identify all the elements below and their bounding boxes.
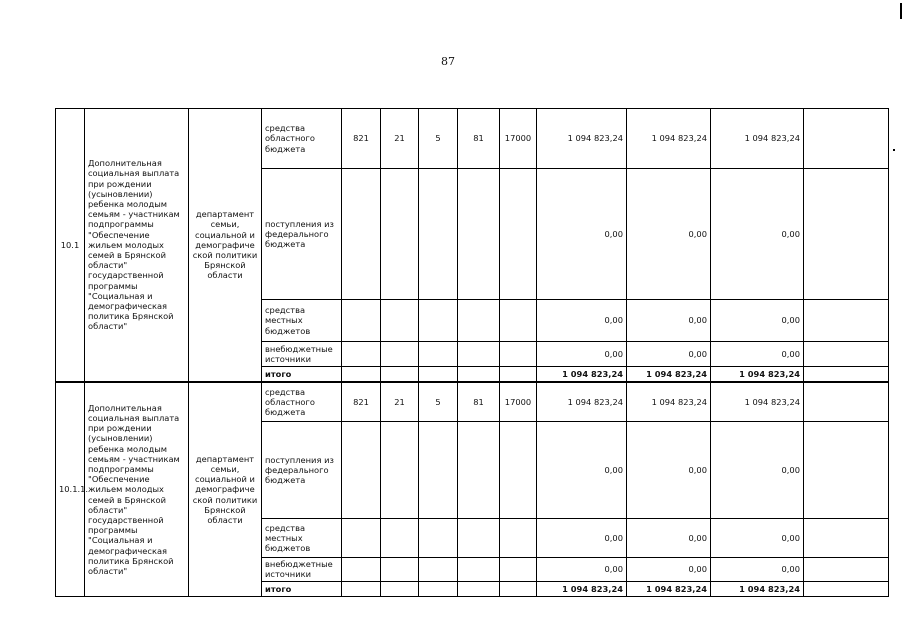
funding-source: средства областного бюджета (262, 382, 342, 422)
amount-cell: 1 094 823,24 (537, 581, 627, 596)
scan-dot (893, 149, 895, 151)
amount-cell: 1 094 823,24 (627, 109, 711, 169)
code-cell (500, 341, 537, 366)
empty-cell (804, 382, 889, 422)
amount-cell: 1 094 823,24 (537, 367, 627, 382)
amount-cell: 0,00 (537, 300, 627, 342)
funding-source: внебюджетные источники (262, 558, 342, 581)
amount-cell: 0,00 (627, 341, 711, 366)
code-cell (458, 341, 500, 366)
code-cell: 81 (458, 382, 500, 422)
empty-cell (804, 367, 889, 382)
funding-source: поступления из федерального бюджета (262, 168, 342, 299)
code-cell (458, 300, 500, 342)
amount-cell: 1 094 823,24 (627, 367, 711, 382)
code-cell (419, 581, 458, 596)
code-cell (381, 168, 419, 299)
code-cell (419, 341, 458, 366)
code-cell (500, 168, 537, 299)
code-cell (419, 300, 458, 342)
amount-cell: 0,00 (711, 300, 804, 342)
code-cell (381, 300, 419, 342)
amount-cell: 0,00 (711, 558, 804, 581)
code-cell (381, 518, 419, 558)
code-cell (342, 341, 381, 366)
amount-cell: 0,00 (537, 168, 627, 299)
funding-source: средства местных бюджетов (262, 518, 342, 558)
section-code: 10.1 (56, 109, 85, 382)
code-cell (381, 341, 419, 366)
code-cell (419, 558, 458, 581)
table-row (56, 109, 889, 169)
amount-cell: 1 094 823,24 (627, 581, 711, 596)
code-cell (419, 367, 458, 382)
section-description: Дополнительная социальная выплата при рождении (усыновлении) ребенка молодым семьям - участникам подпрограммы "Обеспечение жильем молодых семей в Брянской области" государственной программы "Социальная и демографическая политика Брянской области" (85, 109, 189, 382)
amount-cell: 0,00 (627, 518, 711, 558)
code-cell (342, 168, 381, 299)
code-cell: 821 (342, 109, 381, 169)
responsible-department: департамент семьи, социальной и демографиче ской политики Брянской области (189, 109, 262, 382)
code-cell (458, 168, 500, 299)
code-cell (500, 581, 537, 596)
amount-cell: 1 094 823,24 (711, 109, 804, 169)
code-cell: 21 (381, 382, 419, 422)
code-cell: 821 (342, 382, 381, 422)
amount-cell: 1 094 823,24 (711, 581, 804, 596)
empty-cell (804, 518, 889, 558)
amount-cell: 0,00 (627, 300, 711, 342)
code-cell (342, 558, 381, 581)
amount-cell: 1 094 823,24 (537, 109, 627, 169)
amount-cell: 1 094 823,24 (711, 367, 804, 382)
page-number: 87 (441, 55, 455, 68)
code-cell (342, 367, 381, 382)
code-cell (381, 367, 419, 382)
code-cell (419, 168, 458, 299)
funding-source: поступления из федерального бюджета (262, 422, 342, 519)
code-cell: 81 (458, 109, 500, 169)
code-cell (342, 518, 381, 558)
code-cell: 17000 (500, 382, 537, 422)
funding-source: средства областного бюджета (262, 109, 342, 169)
amount-cell: 0,00 (711, 422, 804, 519)
empty-cell (804, 558, 889, 581)
empty-cell (804, 168, 889, 299)
empty-cell (804, 300, 889, 342)
amount-cell: 0,00 (627, 422, 711, 519)
code-cell (381, 422, 419, 519)
code-cell (500, 300, 537, 342)
code-cell: 21 (381, 109, 419, 169)
budget-table (55, 108, 889, 597)
amount-cell: 0,00 (537, 341, 627, 366)
funding-source: итого (262, 367, 342, 382)
code-cell: 17000 (500, 109, 537, 169)
code-cell (342, 581, 381, 596)
code-cell (419, 518, 458, 558)
code-cell (381, 558, 419, 581)
amount-cell: 1 094 823,24 (711, 382, 804, 422)
amount-cell: 0,00 (711, 341, 804, 366)
code-cell (500, 558, 537, 581)
code-cell (458, 422, 500, 519)
code-cell: 5 (419, 382, 458, 422)
section-description: Дополнительная социальная выплата при рождении (усыновлении) ребенка молодым семьям - участникам подпрограммы "Обеспечение жильем молодых семей в Брянской области" государственной программы "Социальная и демографическая политика Брянской области" (85, 382, 189, 597)
code-cell (458, 518, 500, 558)
code-cell (500, 367, 537, 382)
code-cell (419, 422, 458, 519)
responsible-department: департамент семьи, социальной и демографиче ской политики Брянской области (189, 382, 262, 597)
code-cell: 5 (419, 109, 458, 169)
amount-cell: 1 094 823,24 (537, 382, 627, 422)
section-code: 10.1.1. (56, 382, 85, 597)
code-cell (342, 300, 381, 342)
code-cell (458, 367, 500, 382)
funding-source: средства местных бюджетов (262, 300, 342, 342)
empty-cell (804, 109, 889, 169)
amount-cell: 0,00 (627, 558, 711, 581)
table-row (56, 382, 889, 422)
amount-cell: 0,00 (537, 558, 627, 581)
code-cell (342, 422, 381, 519)
code-cell (458, 581, 500, 596)
amount-cell: 0,00 (711, 168, 804, 299)
empty-cell (804, 341, 889, 366)
code-cell (500, 518, 537, 558)
code-cell (381, 581, 419, 596)
amount-cell: 1 094 823,24 (627, 382, 711, 422)
amount-cell: 0,00 (537, 518, 627, 558)
amount-cell: 0,00 (537, 422, 627, 519)
empty-cell (804, 581, 889, 596)
amount-cell: 0,00 (711, 518, 804, 558)
code-cell (458, 558, 500, 581)
scan-mark (900, 3, 902, 19)
funding-source: внебюджетные источники (262, 341, 342, 366)
amount-cell: 0,00 (627, 168, 711, 299)
code-cell (500, 422, 537, 519)
funding-source: итого (262, 581, 342, 596)
empty-cell (804, 422, 889, 519)
